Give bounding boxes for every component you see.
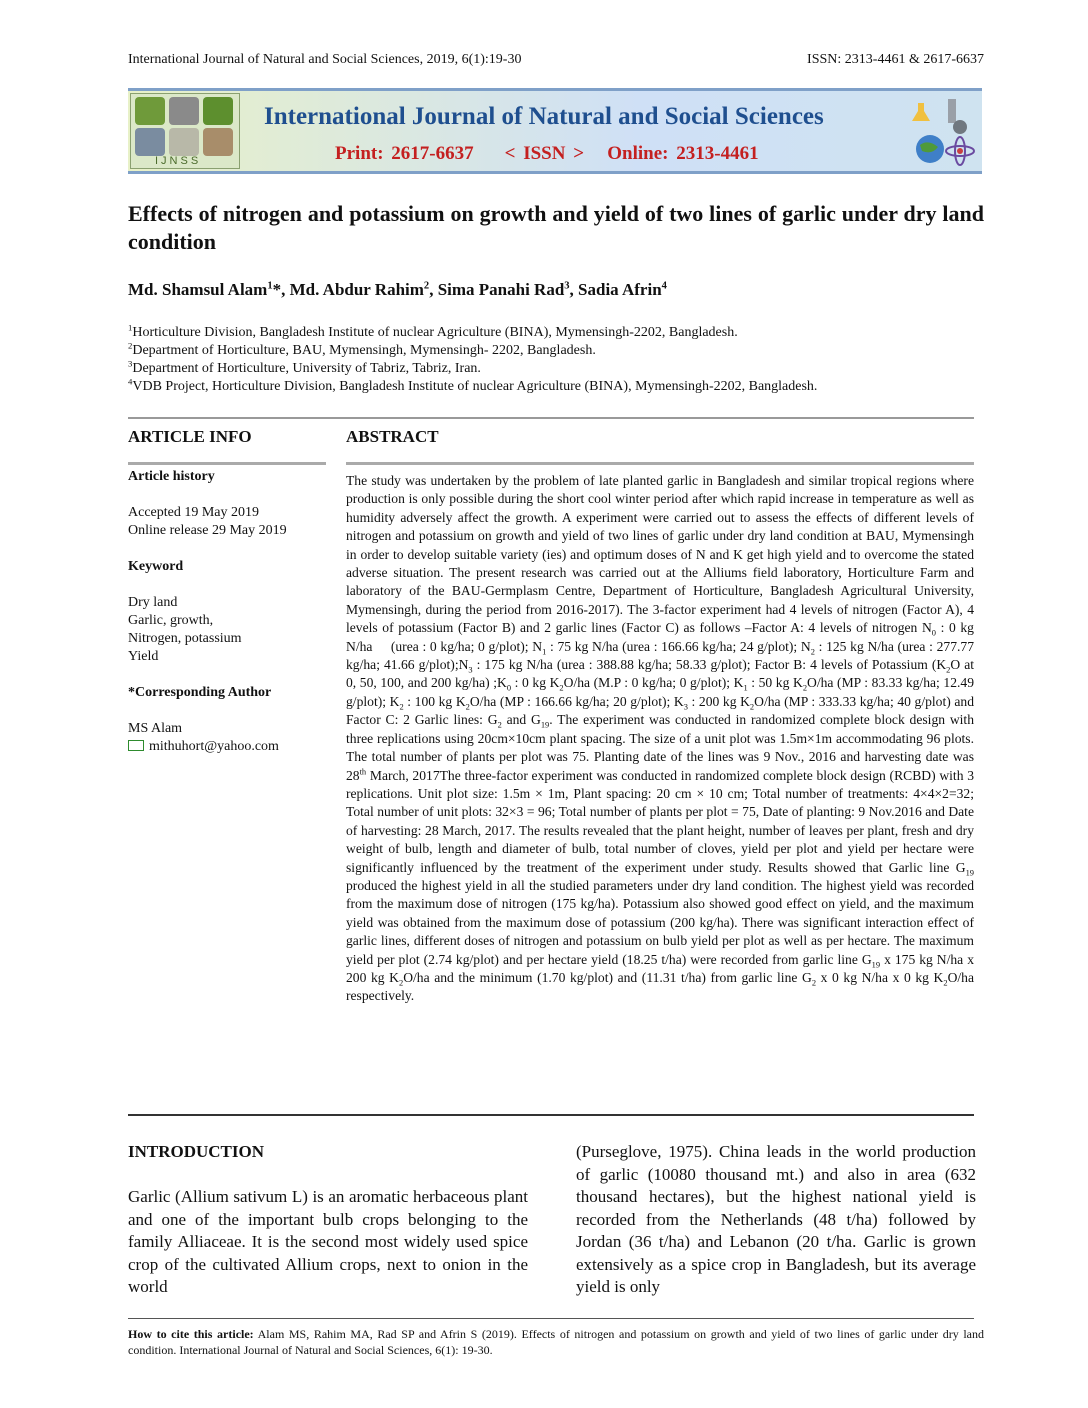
abstract-body: The study was undertaken by the problem of late planted garlic in Bangladesh and similar tropical regions where production is only possible during the short cool winter period after which rapid increase in temperature as well as humidity adversely affect the growth. A experiment were carried out to assess the effects of different levels of nitrogen and potassium on growth and yield of two lines of garlic under dry land condition at BAU, Mymensingh in order to develop suitable variety (ies) and optimum doses of N and K get high yield and to overcome the stated adverse situation. The present research was carried out at the Alliums field laboratory, Horticulture Farm and laboratory of the BAU-Germplasm Centre, Department of Horticulture, Bangladesh Agricultural University, Mymensingh, during the period from 2016-2017). The 3-factor experiment had 4 levels of nitrogen (Factor A), 4 levels of potassium (Factor B) and 2 garlic lines (Factor C) as follows –Factor A: 4 levels of nitrogen $N_0$ : 0 kg N/ha (urea : 0 kg/ha; 0 g/plot); $N_1$ : 75 kg N/ha (urea : 166.66 kg/ha; 24 g/plot); $N_2$ : 125 kg N/ha (urea : 277.77 kg/ha; 41.66 $g/plot);N_3$ : 175 kg N/ha (urea : 388.88 kg/ha; 58.33 g/plot); Factor B: 4 levels of Potassium ($K_2O$ at 0, 50, 100, and 200 kg/ha) $;K_0$ : 0 kg $K_2O/ha$ (M.P : 0 kg/ha; 0 g/plot); $K_1$ : 50 kg $K_2O/ha$ (MP : 83.33 kg/ha; 12.49 g/plot); $K_2$ : 100 kg $K_2O/ha$ (MP : 166.66 kg/ha; 20 g/plot); $K_3$ : 200 kg $K_2O/ha$ (MP : 333.33 kg/ha; 40 g/plot) and Factor C: 2 Garlic lines: $G_2$ and $G_{19}$. The experiment was conducted in randomized complete block design with three replications using 20cm×10cm plant spacing. The size of a unit plot was 1.5m×1m accommodating 96 plots. The total number of plants per plot was 75. Planting date of the lines was 9 Nov., 2016 and harvesting date was 28th March, 2017The three-factor experiment was conducted in randomized complete block design (RCBD) with 3 replications. Unit plot size: 1.5m × 1m, Plant spacing: 20 cm × 10 cm; Total number of treatments: 4×4×2=32; Total number of unit plots: 32×3 = 96; Total number of plants per plot = 75, Date of planting: 9 Nov.2016 and Date of harvesting: 28 March, 2017. The results revealed that the plant height, number of leaves per plant, fresh and dry weight of bulb, length and diameter of bulb, total number of cloves, yield per plot and yield per hectare were significantly influenced by the treatment of the experiment under study. Results showed that Garlic line $G_{19}$ produced the highest yield in all the studied parameters under dry land condition. The highest yield was recorded from the maximum dose of nitrogen (175 kg/ha). Potassium also showed good effect on yield, and the maximum yield was obtained from the maximum dose of potassium (200 kg/ha). There was significant interaction effect of garlic lines, different doses of nitrogen and potassium on bulb yield per plot as well as per hectare. The maximum yield per plot (2.74 kg/plot) and per hectare yield (18.25 t/ha) were recorded from garlic line $G_{19}$ x 175 kg N/ha x 200 kg $K_2O/ha$ and the minimum (1.70 kg/plot) and (11.31 t/ha) from garlic line $G_2$ x 0 kg N/ha x 0 kg $K_2O/ha$ respectively.	[346, 473, 975, 1004]
author-name: Md. Abdur Rahim	[289, 280, 424, 299]
journal-banner	[128, 88, 982, 174]
accepted-date: Accepted 19 May 2019	[128, 505, 260, 520]
issn-header: ISSN: 2313-4461 & 2617-6637	[807, 52, 984, 67]
online-date: Online release 29 May 2019	[128, 523, 287, 538]
citation-text: Alam MS, Rahim MA, Rad SP and Afrin S (2019). Effects of nitrogen and potassium on growth and yield of two lines of garlic under dry land condition. International Journal of Natural and Social Sciences, 6(1): 19-30.	[128, 1327, 984, 1357]
author-list: Md. Shamsul Alam$^1$*, Md. Abdur Rahim$^2$, Sima Panahi Rad$^3$, Sadia Afrin$^4$	[128, 280, 667, 299]
email-line	[128, 738, 328, 756]
corresponding-name: MS Alam	[128, 721, 183, 736]
article-info-panel	[128, 468, 328, 756]
abstract-heading: ABSTRACT	[346, 427, 439, 446]
citation-note	[128, 1326, 984, 1358]
banner-title: International Journal of Natural and Social Sciences	[264, 103, 824, 130]
affiliation-item: $^3$Department of Horticulture, University of Tabriz, Tabriz, Iran.	[128, 358, 481, 376]
divider	[128, 1318, 974, 1319]
keyword-heading: Keyword	[128, 559, 184, 574]
article-info-heading: ARTICLE INFO	[128, 427, 252, 446]
keyword-item: Garlic, growth,	[128, 613, 214, 628]
keyword-item: Dry land	[128, 595, 178, 610]
author-affiliation-mark: 2	[423, 280, 430, 292]
introduction-column-1: Garlic (Allium sativum L) is an aromatic herbaceous plant and one of the important bulb crops belonging to the family Alliaceae. It is the second most widely used spice crop of the cultivated Allium crops, next to onion in the world	[128, 1187, 528, 1296]
author-name: Sadia Afrin	[578, 280, 662, 299]
author-name: Sima Panahi Rad	[437, 280, 565, 299]
corresponding-heading: *Corresponding Author	[128, 685, 272, 700]
divider	[128, 417, 974, 419]
author-affiliation-mark: 4	[661, 280, 667, 292]
divider	[128, 1114, 974, 1116]
affiliation-item: $^4$VDB Project, Horticulture Division, Bangladesh Institute of nuclear Agriculture (BINA), Mymensingh-2202, Bangladesh.	[128, 376, 818, 394]
email-icon	[128, 740, 144, 751]
ijnss-logo-text: IJNSS	[155, 155, 202, 167]
author-affiliation-mark: 3	[564, 280, 570, 292]
article-title: Effects of nitrogen and potassium on growth and yield of two lines of garlic under dry land condition	[128, 201, 984, 254]
keyword-item: Nitrogen, potassium	[128, 631, 242, 646]
divider	[128, 462, 326, 465]
science-emblem-icon	[908, 93, 978, 169]
corresponding-mark: *	[272, 280, 282, 299]
affiliation-item: $^2$Department of Horticulture, BAU, Mymensingh, Mymensingh- 2202, Bangladesh.	[128, 340, 596, 358]
email-address[interactable]: mithuhort@yahoo.com	[149, 739, 279, 754]
author-affiliation-mark: 1	[267, 280, 273, 292]
author-name: Md. Shamsul Alam	[128, 280, 268, 299]
introduction-heading: INTRODUCTION	[128, 1142, 265, 1161]
journal-logo-collage	[130, 93, 240, 169]
history-heading: Article history	[128, 469, 215, 484]
divider	[346, 462, 974, 465]
banner-issn: Print: 2617-6637 < ISSN > Online: 2313-4461	[335, 143, 759, 164]
citation-label: How to cite this article:	[128, 1327, 254, 1341]
affiliation-list	[128, 324, 817, 396]
keyword-item: Yield	[128, 649, 159, 664]
journal-reference: International Journal of Natural and Social Sciences, 2019, 6(1):19-30	[128, 52, 522, 67]
affiliation-item: $^1$Horticulture Division, Bangladesh Institute of nuclear Agriculture (BINA), Mymensingh-2202, Bangladesh.	[128, 322, 738, 340]
introduction-column-2: (Purseglove, 1975). China leads in the world production of garlic (10080 thousand mt.) and also in area (632 thousand hectares), but the highest national yield is recorded from the Netherlands (48 t/ha) followed by Jordan (36 t/ha) and Lebanon (20 t/ha. Garlic is grown extensively as a spice crop in Bangladesh, but its average yield is only	[576, 1142, 976, 1296]
